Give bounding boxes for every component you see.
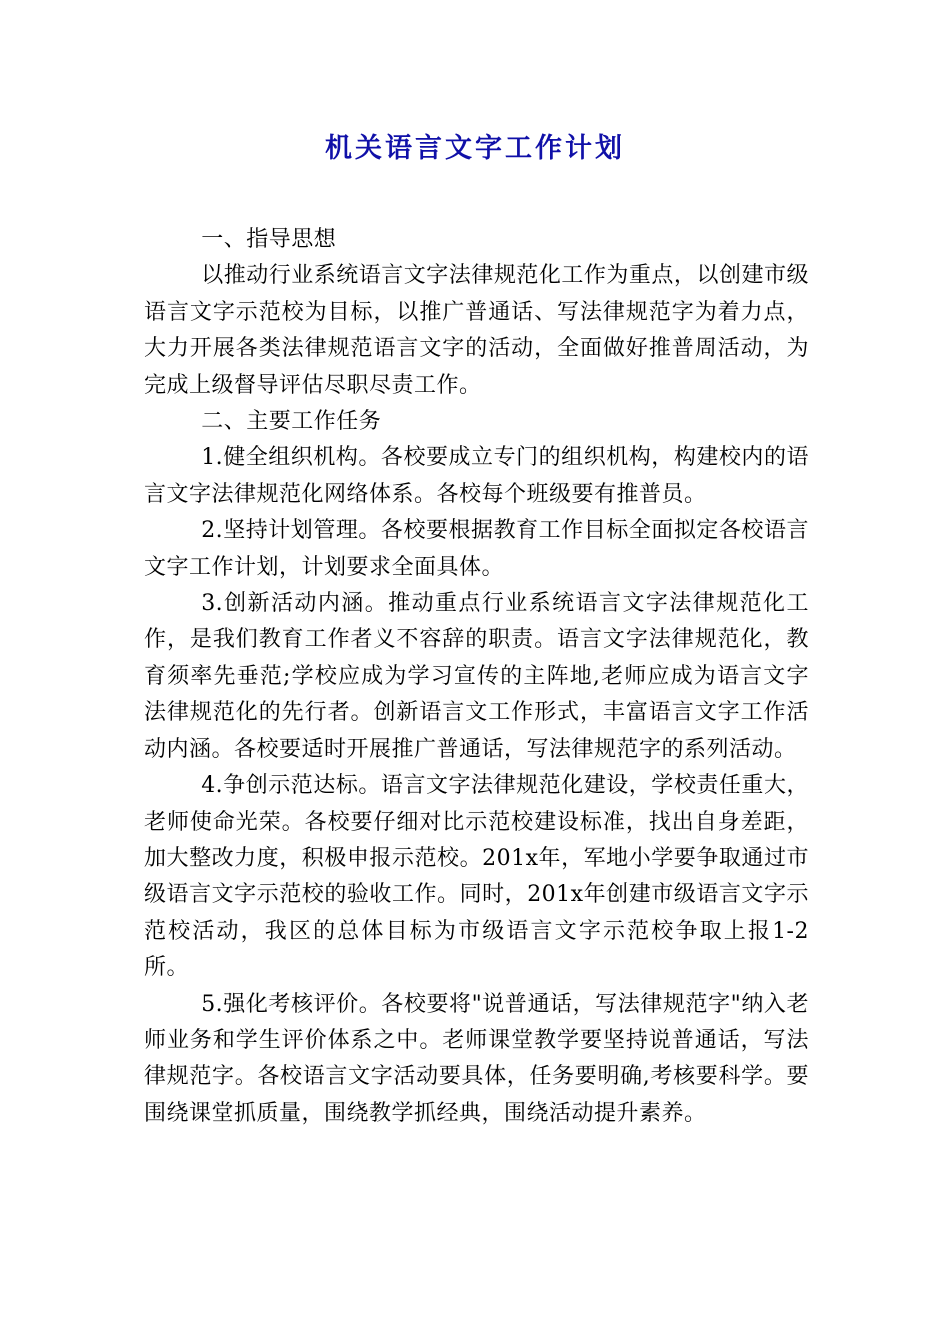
paragraph-guiding-ideology: 以推动行业系统语言文字法律规范化工作为重点，以创建市级语言文字示范校为目标，以推广普通话、写法律规范字为着力点，大力开展各类法律规范语言文字的活动，全面做好推普周活动，为完成上级督导评估尽职尽责工作。 (144, 263, 809, 398)
paragraph-task-4: 4.争创示范达标。语言文字法律规范化建设，学校责任重大，老师使命光荣。各校要仔细对比示范校建设标准，找出自身差距，加大整改力度，积极申报示范校。201x年，军地小学要争取通过市级语言文字示范校的验收工作。同时，201x年创建市级语言文字示范校活动，我区的总体目标为市级语言文字示范校争取上报1-2所。 (144, 773, 809, 981)
paragraph-task-5: 5.强化考核评价。各校要将"说普通话，写法律规范字"纳入老师业务和学生评价体系之中。老师课堂教学要坚持说普通话，写法律规范字。各校语言文字活动要具体，任务要明确,考核要科学。要围绕课堂抓质量，围绕教学抓经典，围绕活动提升素养。 (144, 991, 809, 1126)
paragraph-task-1: 1.健全组织机构。各校要成立专门的组织机构，构建校内的语言文字法律规范化网络体系。各校每个班级要有推普员。 (144, 445, 809, 507)
section-heading-guiding-ideology: 一、指导思想 (201, 227, 337, 252)
section-heading-main-tasks: 二、主要工作任务 (201, 409, 382, 435)
document-title: 机关语言文字工作计划 (325, 133, 625, 164)
document-body (144, 222, 809, 1132)
paragraph-task-2: 2.坚持计划管理。各校要根据教育工作目标全面拟定各校语言文字工作计划，计划要求全面具体。 (144, 518, 809, 580)
paragraph-task-3: 3.创新活动内涵。推动重点行业系统语言文字法律规范化工作，是我们教育工作者义不容辞的职责。语言文字法律规范化，教育须率先垂范;学校应成为学习宣传的主阵地,老师应成为语言文字法律规范化的先行者。创新语言文工作形式，丰富语言文字工作活动内涵。各校要适时开展推广普通话，写法律规范字的系列活动。 (144, 591, 809, 762)
